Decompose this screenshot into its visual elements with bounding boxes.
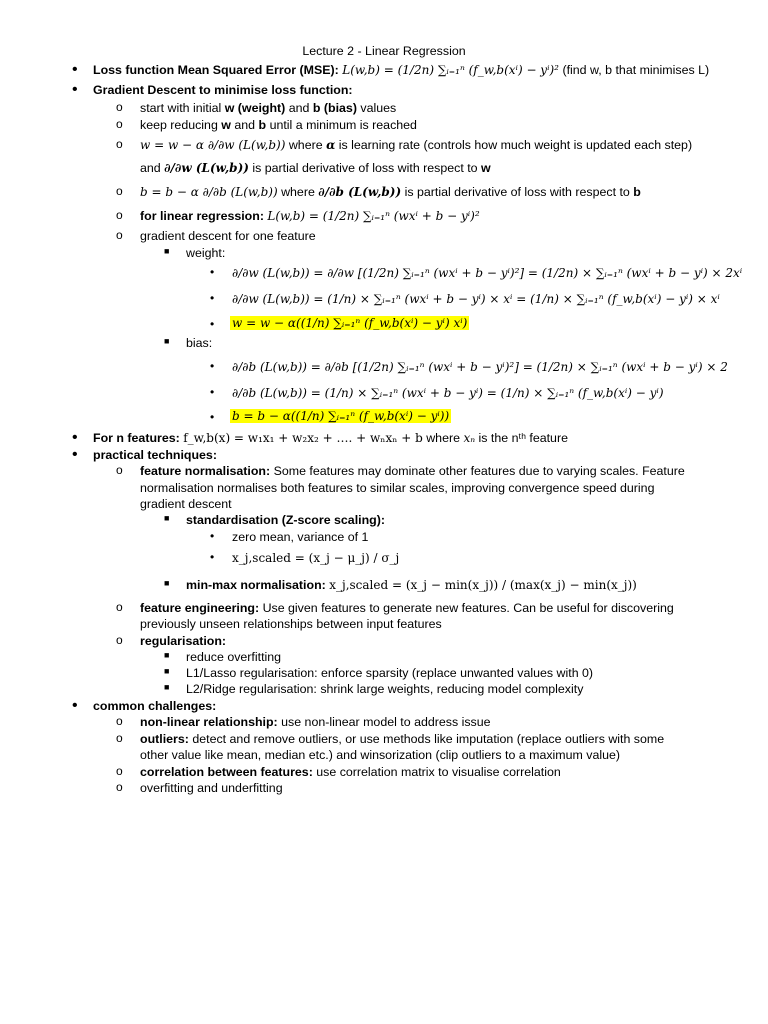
square-bullet: ■ [164,246,170,256]
gd-item-reduce [140,117,417,133]
sub-bullet: o [116,714,123,728]
t: practical techniques: [93,448,217,462]
bias-eq-3-highlighted [230,408,451,424]
gd-one-feature [140,228,316,244]
std-zero-mean: zero mean, variance of 1 [232,530,369,544]
bullet-3: • [210,317,215,331]
square-bullet: ■ [164,650,170,660]
regularisation-label [140,633,226,649]
square-bullet: ■ [164,666,170,676]
t: until a minimum is reached [269,118,417,132]
t: detect and remove outliers, or use methods like imputation (replace outliers with some [192,732,665,746]
w-update-equation: w = w − α ∂/∂w (L(w,b)) [140,138,286,152]
feature-norm-line-3: gradient descent [140,497,232,511]
gd-heading-text: Gradient Descent to minimise loss function: [93,83,353,97]
t: feature engineering: [140,601,260,615]
linear-regression-loss [140,208,480,224]
feature-norm-line-1 [140,463,685,479]
t: Some features may dominate other features due to varying scales. Feature [273,464,685,478]
gd-item-w-update [140,137,692,153]
t: Use given features to generate new features. Can be useful for discovering [262,601,674,615]
t: use non-linear model to address issue [281,715,491,729]
bullet-1: • [72,446,78,463]
t: correlation between features: [140,765,313,779]
bias-eq-2: ∂/∂b (L(w,b)) = (1/n) × ∑ᵢ₌₁ⁿ (wxⁱ + b − yⁱ) = (1/n) × ∑ᵢ₌₁ⁿ (f_w,b(xⁱ) − yⁱ) [232,386,664,400]
page-title: Lecture 2 - Linear Regression [302,44,466,58]
t: values [360,101,397,115]
sub-bullet: o [116,100,123,114]
bullet-1: • [72,61,78,78]
challenge-outliers-1 [140,731,664,747]
weight-eq-2: ∂/∂w (L(w,b)) = (1/n) × ∑ᵢ₌₁ⁿ (wxⁱ + b − yⁱ) × xⁱ = (1/n) × ∑ᵢ₌₁ⁿ (f_w,b(xⁱ) − yⁱ) × xⁱ [232,292,720,306]
sub-bullet: o [116,208,123,222]
t: is partial derivative of loss with respect to [404,185,630,199]
t: w [481,161,491,175]
bullet-1: • [72,81,78,98]
t: keep reducing [140,118,218,132]
t: where [288,138,323,152]
t: gradient descent for one feature [140,229,316,243]
square-bullet: ■ [164,513,170,523]
bullet-3: • [210,265,215,279]
t: outliers: [140,732,189,746]
bias-label [186,335,212,351]
w-partial-equation: ∂/∂w (L(w,b)) [164,161,249,175]
b-partial-equation: ∂/∂b (L(w,b)) [318,185,402,199]
sub-bullet: o [116,780,123,794]
sub-bullet: o [116,633,123,647]
t: For n features: [93,431,180,445]
alpha-symbol: α [326,138,336,152]
practical-heading [93,447,217,463]
t: and [234,118,256,132]
weight-eq-3-highlighted [230,315,469,331]
mse-line [93,62,709,78]
gd-item-start [140,100,396,116]
t: xₙ [463,431,476,445]
bullet-3: • [210,385,215,399]
bias-update-rule: b = b − α((1/n) ∑ᵢ₌₁ⁿ (f_w,b(xⁱ) − yⁱ)) [232,409,450,423]
challenges-heading [93,698,216,714]
reg-item-2: L1/Lasso regularisation: enforce sparsity (replace unwanted values with 0) [186,666,594,680]
mse-label: Loss function Mean Squared Error (MSE): [93,63,339,77]
feature-norm-line-2: normalisation normalises both features to similar scales, improving convergence speed during [140,481,655,495]
bullet-3: • [210,529,215,543]
weight-update-rule: w = w − α((1/n) ∑ᵢ₌₁ⁿ (f_w,b(xⁱ) − yⁱ) xⁱ) [232,316,468,330]
t: b [633,185,641,199]
t: common challenges: [93,699,217,713]
t: start with initial [140,101,222,115]
reg-item-1: reduce overfitting [186,650,282,664]
sub-bullet: o [116,731,123,745]
bullet-1: • [72,697,78,714]
sub-bullet: o [116,228,123,242]
sub-bullet: o [116,764,123,778]
t: b (bias) [312,101,357,115]
t: where [281,185,315,199]
gd-heading [93,82,353,98]
gd-item-b-update [140,184,641,200]
gd-item-w-partial [140,160,491,176]
challenge-nonlinear [140,714,491,730]
t: b [258,118,267,132]
weight-label [186,245,225,261]
challenge-correlation [140,764,561,780]
t: and [288,101,310,115]
t: is the nᵗʰ feature [478,431,568,445]
challenge-overfitting: overfitting and underfitting [140,781,283,795]
n-features-equation: f_w,b(x) = w₁x₁ + w₂x₂ + …. + wₙxₙ + b [183,431,423,445]
t: w (weight) [224,101,286,115]
min-max-line [186,577,637,593]
standardisation-label [186,512,385,528]
t: weight: [186,246,226,260]
t: regularisation: [140,634,227,648]
t: non-linear relationship: [140,715,278,729]
mse-equation: L(w,b) = (1/2n) ∑ᵢ₌₁ⁿ (f_w,b(xⁱ) − yⁱ)² [342,63,559,77]
bullet-3: • [210,550,215,564]
square-bullet: ■ [164,682,170,692]
bias-eq-1: ∂/∂b (L(w,b)) = ∂/∂b [(1/2n) ∑ᵢ₌₁ⁿ (wxⁱ + b − yⁱ)²] = (1/2n) × ∑ᵢ₌₁ⁿ (wxⁱ + b − yⁱ) × 2 [232,360,728,374]
reg-item-3: L2/Ridge regularisation: shrink large weights, reducing model complexity [186,682,584,696]
t: is learning rate (controls how much weight is updated each step) [338,138,693,152]
t: w [221,118,231,132]
n-features-line [93,430,568,446]
sub-bullet: o [116,600,123,614]
bullet-3: • [210,359,215,373]
bullet-1: • [72,429,78,446]
bullet-3: • [210,291,215,305]
t: min-max normalisation: [186,578,326,592]
t: use correlation matrix to visualise correlation [316,765,561,779]
b-update-equation: b = b − α ∂/∂b (L(w,b)) [140,185,278,199]
sub-bullet: o [116,137,123,151]
t: bias: [186,336,213,350]
weight-eq-1: ∂/∂w (L(w,b)) = ∂/∂w [(1/2n) ∑ᵢ₌₁ⁿ (wxⁱ + b − yⁱ)²] = (1/2n) × ∑ᵢ₌₁ⁿ (wxⁱ + b − yⁱ) × 2xⁱ [232,266,743,280]
min-max-formula: x_j,scaled = (x_j − min(x_j)) / (max(x_j) − min(x_j)) [329,578,637,592]
lr-loss-equation: L(w,b) = (1/2n) ∑ᵢ₌₁ⁿ (wxⁱ + b − yⁱ)² [267,209,480,223]
square-bullet: ■ [164,578,170,588]
sub-bullet: o [116,184,123,198]
mse-note: (find w, b that minimises L) [562,63,710,77]
square-bullet: ■ [164,336,170,346]
sub-bullet: o [116,117,123,131]
t: and [140,161,161,175]
t: is partial derivative of loss with respect to [252,161,478,175]
feature-eng-line-1 [140,600,674,616]
std-formula: x_j,scaled = (x_j − μ_j) / σ_j [232,551,400,565]
t: feature normalisation: [140,464,271,478]
t: standardisation (Z-score scaling): [186,513,385,527]
t: where [426,431,460,445]
bullet-3: • [210,410,215,424]
t: for linear regression: [140,209,264,223]
feature-eng-line-2: previously unseen relationships between input features [140,617,442,631]
sub-bullet: o [116,463,123,477]
challenge-outliers-2: other value like mean, median etc.) and winsorization (clip outliers to a maximum value) [140,748,621,762]
